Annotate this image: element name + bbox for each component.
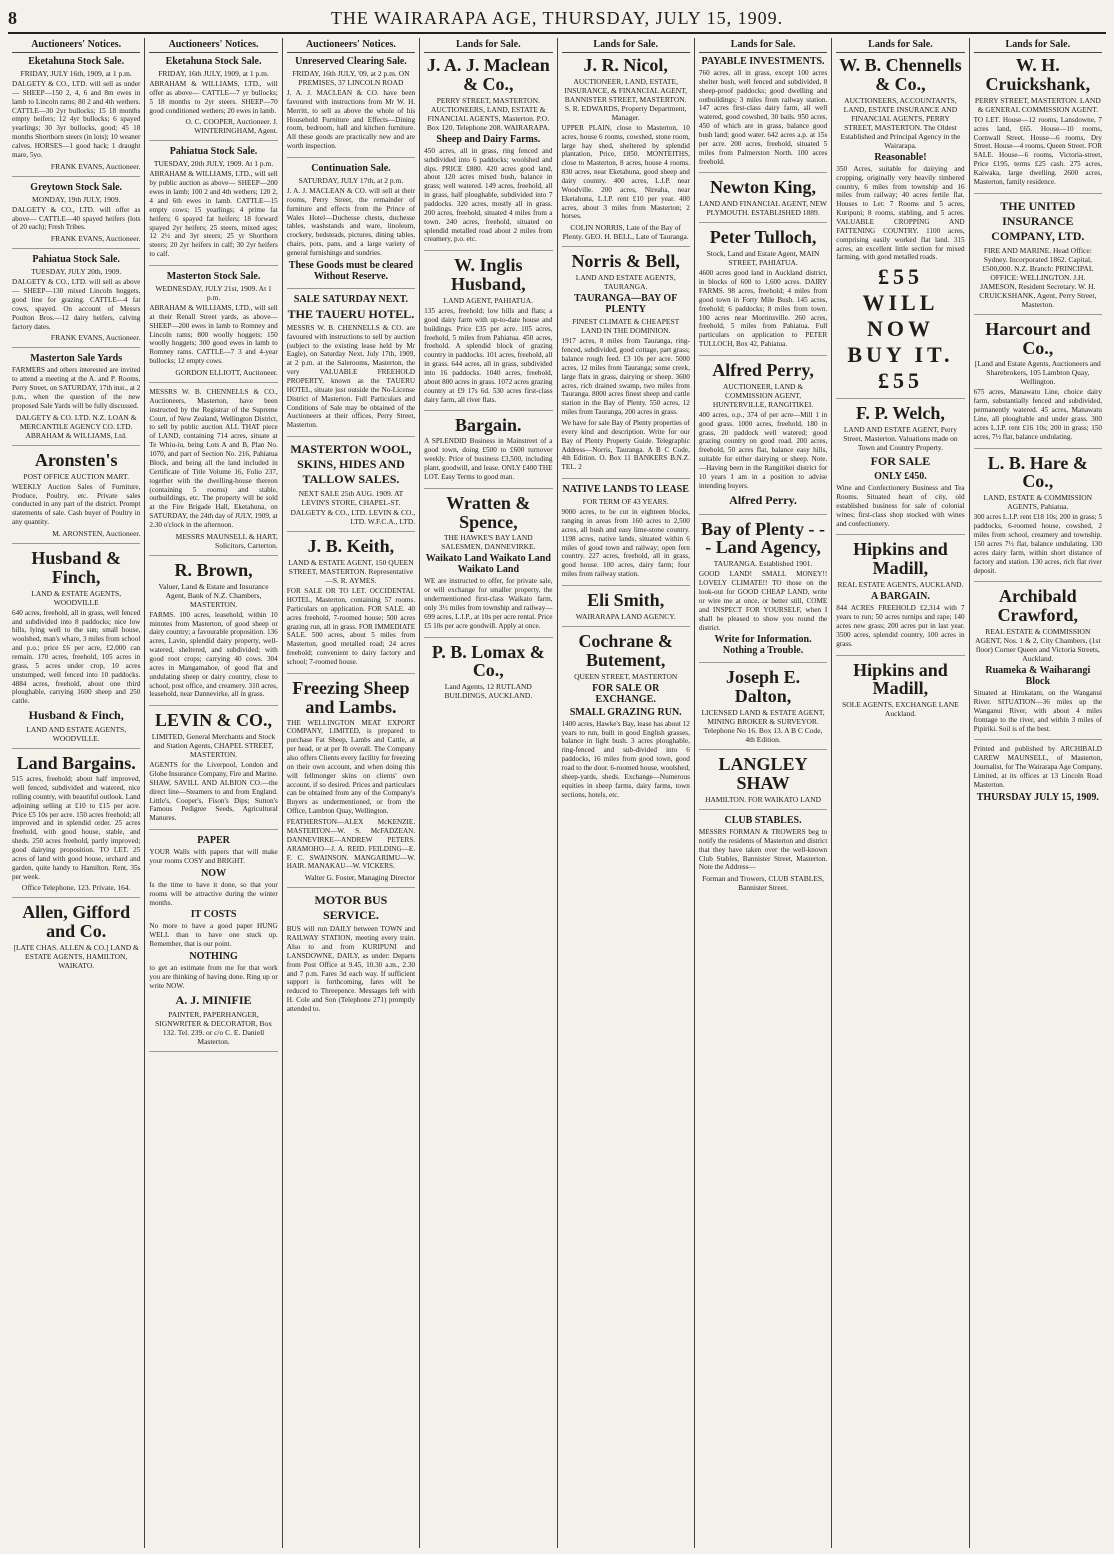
ad-subtitle: LAND & ESTATE AGENTS, WOODVILLE — [31, 588, 122, 607]
ad-date: FRIDAY, 16th JULY, '09, at 2 p.m. ON PREMISES, 37 LINCOLN ROAD — [292, 69, 410, 87]
imprint-text: Printed and published by ARCHIBALD CAREW MAUNSELL, of Masterton, Journalist, for The Wairarapa Age Company, Limited, at its offices at 13 Lincoln Road Masterton. — [973, 745, 1102, 789]
ad-heading: NOW — [201, 867, 227, 879]
ad-hare — [974, 454, 1102, 583]
ad-payable-investments — [699, 56, 827, 173]
imprint — [974, 745, 1102, 802]
ad-date: TUESDAY, 20th JULY, 1909. At 1 p.m. — [153, 159, 274, 169]
ad-pahiatua-sale — [12, 254, 140, 348]
ad-subtitle: PERRY STREET, MASTERTON. AUCTIONEERS, LAND, ESTATE & FINANCIAL AGENTS, Masterton. P.O. Box 120. Telephone 208. WAIRARAPA. — [426, 95, 550, 132]
ad-date: MONDAY, 19th JULY, 1909. — [32, 194, 121, 204]
ad-heading: SMALL GRAZING RUN. — [569, 706, 682, 718]
column-header: Auctioneers' Notices. — [149, 38, 277, 53]
ad-body: WE are instructed to offer, for private sale, or will exchange for smaller property, the undermentioned first-class Waikato farm, only 3½ miles from township and railway— 699 acres, L.I.P., at 10s per acre rental. Price £5 10s per acre goodwill. Apply at once. — [424, 577, 553, 630]
ad-supreme-court-sale — [149, 388, 277, 556]
ad-title: A. J. MINIFIE — [175, 992, 252, 1007]
ad-club-stables — [699, 815, 827, 892]
ad-norris-bell — [562, 252, 690, 479]
ad-heading: Continuation Sale. — [311, 163, 391, 175]
ad-date: TUESDAY, JULY 20th, 1909. — [31, 267, 122, 277]
ad-subtitle: Land Agents, 12 RUTLAND BUILDINGS, AUCKLAND. — [444, 682, 533, 701]
ad-body: 400 acres, o.p., 374 of per acre—Mill 1 in good grass. 1000 acres, freehold, 180 in grass, 20 paddock well watered; good grazing country on good road. 200 acres, freehold, 50 acres flat, balance easy hills, suitable for either dairying or sheep. Note.—Having been in the Rangitikei district for 10 years I am in a position to advise intending buyers. — [698, 410, 828, 490]
ad-signature: DALGETY & CO., LTD. LEVIN & CO., LTD. W.F.C.A., LTD. — [290, 508, 416, 527]
ad-contact: Office Telephone, 123. Private, 164. — [21, 883, 131, 893]
ad-native-lands — [562, 484, 690, 586]
ad-title: Wratten & Spence, — [446, 492, 531, 532]
ad-body: 350 Acres, suitable for dairying and cropping, originally very heavily timbered country, 6 miles from township and 16 miles from railway; 40 acres fertile flat. Houses to Let: 7 Rooms and 5 acres, Kuripuni; 8 rooms, stabling, and 5 acres. VALUABLE CROPPING AND FATTENING COUNTRY. 1100 acres, comprising easily worked flat land. 315 acres, an excellent little section for mixed farming, with good metalled roads. — [836, 164, 965, 262]
ad-body: to get an estimate from me for that work you are thinking of having done. Ring up or write NOW. — [149, 964, 278, 990]
ad-body: MESSRS W. B. CHENNELLS & CO. are favoured with instructions to sell by auction (subject to the existing lease held by Mr Eagle), on Saturday Next, July 17th, 1909, at 2 p.m. at the Salerooms, Masterton, the very VALUABLE FREEHOLD PROPERTY, known as the TAUERU HOTEL, situate just outside the No-License District of Masterton. Full Particulars and Conditions of Sale may be obtained of the Auctioneers at their offices, Perry Street, Masterton. — [286, 323, 416, 430]
ad-heading: Waikato Land Waikato Land Waikato Land — [425, 553, 551, 576]
ad-signature: FRANK EVANS, Auctioneer. — [50, 234, 141, 244]
ad-title: Newton King, — [710, 177, 817, 198]
ad-title: Alfred Perry. — [729, 492, 797, 507]
ad-subtitle: AUCTIONEER, LAND, ESTATE, INSURANCE, & FINANCIAL AGENT, BANNISTER STREET, MASTERTON. S. R. EDWARDS, Property Department, Manager. — [564, 76, 688, 122]
ad-title: THE UNITED INSURANCE COMPANY, LTD. — [991, 198, 1085, 243]
ad-subtitle: QUEEN STREET, MASTERTON — [574, 671, 678, 681]
ad-body: 9000 acres, to be cut in eighteen blocks, ranging in areas from 160 acres to 2,500 acres, all bush and easy lime-stone country. 1198 acres, native lands, situated within 6 miles of good town and railway; open fern country. 227 acres, freehold, all in grass, good house. 100 acres, dairy farm; four miles from railway station. — [561, 508, 690, 579]
ad-wratten-spence — [424, 494, 552, 638]
ad-heading: TAURANGA—BAY OF PLENTY — [574, 293, 678, 316]
ad-title: THE TAUERU HOTEL. — [287, 306, 415, 321]
ad-title: MOTOR BUS SERVICE. — [314, 893, 388, 923]
ad-title: J. R. Nicol, — [583, 55, 668, 75]
ad-masterton-sale — [149, 271, 277, 383]
ad-signature: FRANK EVANS, Auctioneer. — [50, 161, 141, 171]
ad-title: Freezing Sheep and Lambs. — [292, 677, 410, 717]
ad-body: A SPLENDID Business in Mainstreet of a good town, doing £500 to £600 turnover weekly. Price of business £3,500, including plant, goodwill, and lease. ONLY £400 THE LOT. Easy Terms to good man. — [424, 437, 553, 481]
ad-subtitle: LAND AND ESTATE AGENTS, WOODVILLE. — [26, 725, 127, 744]
ad-subtitle: WAIRARAPA LAND AGENCY. — [575, 611, 676, 621]
ad-tagline: FINEST CLIMATE & CHEAPEST LAND IN THE DOMINION. — [572, 317, 680, 336]
ad-body: DALGETY & CO., LTD. will offer as above— CATTLE—40 spayed heifers (lots of 20 each); Fresh Tribes. — [12, 205, 141, 232]
ad-body: Wine and Confectionery Business and Tea Rooms. Situated heart of city, old established business for sale of colonial wines; first-class shop stocked with wines and confectionery. — [836, 484, 965, 528]
ad-title: Allen, Gifford and Co. — [22, 902, 131, 942]
ad-body: ABRAHAM & WILLIAMS, LTD., will offer as above— CATTLE—7 yr bullocks; 5 18 months to 2yr steers. SHEEP—70 good conditioned wethers; 20 ewes in lamb. — [149, 80, 278, 115]
ad-bay-of-plenty — [699, 520, 827, 664]
ad-subtitle: PAINTER, PAPERHANGER, SIGNWRITER & DECORATOR, Box 132. Tel. 239. or c/o C. E. Daniell Masterton. — [155, 1009, 273, 1046]
ad-signature: M. ARONSTEN, Auctioneer. — [52, 528, 141, 538]
ad-signature: Walter G. Foster, Managing Director — [304, 873, 416, 883]
ad-title: L. B. Hare & Co., — [987, 452, 1088, 492]
ad-body: 300 acres L.I.P. rent £18 10s; 200 in grass; 5 paddocks, 6-roomed house, cowshed, 2 miles from school, creamery and township. 150 acres 7½ flat, balance undulating. 130 acres dairy farm, within short distance of factory and station. 130 acres, rich flat river deposit. — [973, 513, 1102, 575]
ad-title: W. Inglis Husband, — [451, 255, 526, 295]
ad-price: £55 WILL NOW BUY IT. £55 — [847, 264, 954, 394]
ad-levin — [149, 711, 277, 830]
ad-heading: Sheep and Dairy Farms. — [436, 133, 541, 145]
ad-title: Bargain. — [455, 415, 522, 436]
ad-title: Archibald Crawford, — [997, 586, 1079, 626]
ad-title: J. A. J. Maclean & Co., — [426, 55, 550, 94]
ad-subtitle: PERRY STREET, MASTERTON. LAND & GENERAL COMMISSION AGENT. — [974, 95, 1101, 114]
ad-body: J. A. J. MACLEAN & CO. will sell at their rooms, Perry Street, the remainder of furniture and effects from the Prince of Wales Hotel—Duchesse chests, duchesse tables, washstands and ware, linoleum, crockery, bedsteads, pictures, dining tables, chairs, pots, pans, and a large variety of general furnishings and sundries. — [286, 187, 416, 258]
ad-title: LEVIN & CO., — [155, 710, 273, 731]
ad-subtitle: TAURANGA. Established 1901. — [713, 559, 813, 569]
ad-subtitle: LAND AND FINANCIAL AGENT, NEW PLYMOUTH. ESTABLISHED 1889. — [699, 199, 827, 218]
ad-subtitle: LIMITED, General Merchants and Stock and Station Agents, CHAPEL STREET, MASTERTON. — [151, 732, 276, 760]
ad-title: Hipkins and Madill, — [853, 659, 948, 699]
ad-cochrane-butement — [562, 632, 690, 800]
ad-alfred-perry — [699, 361, 827, 515]
ad-body: NEXT SALE 25th AUG. 1909. AT LEVIN'S STORE, CHAPEL-ST. — [298, 489, 404, 508]
ad-body: GOOD LAND! SMALL MONEY!! LOVELY CLIMATE!! TO those on the look-out for GOOD CHEAP LAND, write or wire me at once, or better still, COME and INSPECT FOR YOURSELF, when I shall be pleased to show you round the district. — [698, 570, 828, 632]
ad-subtitle: FOR TERM OF 43 YEARS. — [582, 497, 669, 507]
ad-note: These Goods must be cleared Without Reserve. — [288, 259, 414, 282]
column-6 — [695, 38, 832, 1548]
ad-subtitle: POST OFFICE AUCTION MART. — [23, 471, 129, 481]
ad-heading: SALE SATURDAY NEXT. — [293, 293, 409, 305]
ad-r-brown — [149, 561, 277, 706]
ad-body: 1400 acres, Hawke's Bay, lease has about 12 years to run, built in good English grasses, balance in light bush. 3 acres ploughable, ring-fenced and sub-divided into 6 paddocks, 16 miles from good town, good road to the door. 6-roomed house, woolshed, sheep-yards, sheds. Exchange—Numerous equities in sheep farms, dairy farms, town sections, hotels, etc. — [561, 719, 690, 799]
ad-body: UPPER PLAIN, close to Masterton, 10 acres, house 6 rooms, cowshed, stone room, large hay shed, sheltered by splendid plantation, Price, £850. MONTEITHS, close to Masterton, 8 acres, house 4 rooms. 830 acres, near Eketahuna, good sheep and dairy country. 400 acres, L.I.P. near Woodville. 200 acres, Nireaha, near Eketahuna, L.I.P. rent £10 per year. 400 acres, about 3 miles from Masterton; 2 horses. — [561, 123, 690, 221]
ad-signature: GORDON ELLIOTT, Auctioneer. — [175, 368, 278, 378]
ad-heading: CLUB STABLES. — [724, 814, 802, 826]
ad-title: Peter Tulloch, — [709, 227, 817, 248]
ad-heading: Greytown Stock Sale. — [30, 181, 123, 193]
ad-heading: Eketahuna Stock Sale. — [28, 56, 125, 67]
ad-heading: Eketahuna Stock Sale. — [165, 56, 262, 67]
ad-subtitle: LAND AND ESTATE AGENT, Perry Street, Masterton. Valuations made on Town and Country Property. — [843, 425, 958, 453]
column-header: Auctioneers' Notices. — [12, 38, 140, 53]
ad-body: J. A. J. MACLEAN & CO. have been favoured with instructions from Mr W. H. Merritt, to sell as above the whole of his Household Furniture and Effects—Dining room, bedroom, hall and kitchen furniture. All these goods are practically new and are worth inspection. — [286, 89, 416, 151]
ad-tauheru-hotel — [287, 294, 415, 437]
ad-sale-yards — [12, 353, 140, 445]
ad-heading: Reasonable! — [874, 151, 927, 163]
column-7 — [832, 38, 969, 1548]
column-3 — [283, 38, 420, 1548]
ad-title: MASTERTON WOOL, SKINS, HIDES AND TALLOW SALES. — [290, 442, 412, 487]
ad-bargain — [424, 416, 552, 488]
ad-note: We have for sale Bay of Plenty properties of every kind and description. Write for our Bay of Plenty Property Guide. Telegraphic Address—Norris, Tauranga. A B C Code, 4th Edition. O. Box 11 BANKERS B.N.Z. TEL. 2 — [561, 418, 690, 472]
ad-title: Eli Smith, — [587, 590, 665, 610]
ad-signature: Forman and Trowers, CLUB STABLES, Bannister Street. — [702, 874, 825, 893]
ad-body: No more to have a good paper HUNG WELL than to have one stuck up. Remember, that is our point. — [149, 922, 278, 949]
ad-freezing — [287, 679, 415, 888]
ad-title: Joseph E. Dalton, — [726, 667, 801, 707]
ad-subtitle: AUCTIONEERS, ACCOUNTANTS, LAND, ESTATE INSURANCE AND FINANCIAL AGENTS, PERRY STREET, MASTERTON. The Oldest Established and Principal Agency in the Wairarapa. — [840, 95, 961, 150]
ad-body: THE WELLINGTON MEAT EXPORT COMPANY, LIMITED, is prepared to purchase Fat Sheep, Lambs and Cattle, at per head, or at per lb overall. The Company also offers Clients every facility for freezing on their own account, and when doing this will fellmonger skins on clients' own account, if so desired. Prices and particulars can be obtained from any of the Company's Buyers as undermentioned, or from the Office, Lambton Quay, Wellington. — [286, 718, 416, 816]
ad-subtitle: LAND, ESTATE & COMMISSION AGENTS, Pahiatua. — [983, 493, 1093, 512]
ad-body: 450 acres, all in grass, ring fenced and subdivided into 6 paddocks; woolshed and dips. PRICE £880. 420 acres good land, about 120 acres mixed bush, balance in grass; well watered. 149 acres, freehold, all in grass, half ploughable, subdivided into 7 paddocks. 320 acres, mostly all in grass. 200 acres, freehold, situated 4 miles from a town. 240 acres, freehold, situated on splendid metalled road about 2 miles from creamery, p.o. etc. — [424, 146, 553, 244]
ad-husband-finch — [12, 549, 140, 749]
ad-title: Norris & Bell, — [571, 251, 680, 272]
ad-title: Aronsten's — [34, 449, 118, 470]
ad-heading: Masterton Stock Sale. — [166, 271, 261, 283]
column-header: Lands for Sale. — [562, 38, 690, 53]
ad-body: ABRAHAM & WILLIAMS, LTD., will sell by public auction as above— SHEEP—200 ewes in lamb; 100 2 and 4th wethers; 120 2, 4 and 6th ewes in lamb. CATTLE—15 empty cows; 15 yearlings; 4 prime fat heifers; 6 spayed fat heifers; 18 forward spayed 2yr heifers; 25 steers, mixed ages; 12 2½ and 3yr steers; 25 yr Shorthorn steers; 20 2yr heifers in calf; 30 2yr heifers to calf. — [149, 170, 278, 259]
ad-title: Bay of Plenty - - - Land Agency, — [701, 518, 826, 558]
ad-title: Hipkins and Madill, — [853, 539, 948, 579]
ad-title: W. H. Cruickshank, — [985, 55, 1091, 94]
ad-body: AGENTS for the Liverpool, London and Globe Insurance Company, Fire and Marine. SHAW, SAVILL AND ALBION CO.—the direct line—Steamers to and from England. Little's, Cooper's, Fison's Dips; Sutton's Famous Pedigree Seeds, Agricultural Manures. — [149, 761, 278, 823]
ad-aronsten — [12, 451, 140, 544]
ad-subtitle: [LATE CHAS. ALLEN & CO.] LAND & ESTATE AGENTS, HAMILTON, WAIKATO. — [13, 943, 139, 971]
ad-body: FARMERS and others interested are invited to attend a meeting at the A. and P. Rooms, Perry Street, on SATURDAY, 17th inst., at 2 p.m., when the question of the new proposed Sale Yards will be fully discussed. — [12, 366, 141, 410]
column-header: Lands for Sale. — [836, 38, 964, 53]
ad-body: 760 acres, all in grass, except 100 acres shelter bush, well fenced and subdivided, 8 sheep-proof paddocks; good dwelling and outbuildings; 3 miles from railway station. 147 acres first-class dairy farm, all well watered, good cowshed, 30 bails. 950 acres, 450 of which are in grass, balance good bush land; good water. 642 acres a.p. at 15s per acre. 200 acres, freehold, situated 5 miles from Palmerston North. 100 acres freehold. — [698, 69, 828, 166]
ad-body: DALGETY & CO., LTD. will sell as above— SHEEP—130 mixed Lincoln hoggets, good line for grazing. CATTLE—4 fat cows, spayed. On account of Messrs Poulton Bros.—12 dairy heifers, calving factory dates. — [12, 278, 141, 331]
ad-date: WEDNESDAY, JULY 21st, 1909. At 1 p.m. — [155, 284, 272, 303]
ad-inglis-husband — [424, 256, 552, 411]
ad-minifie — [149, 835, 277, 1051]
ad-body: MESSRS FORMAN & TROWERS beg to notify the residents of Masterton and district that they have taken over the well-known Club Stables, Bannister Street, Masterton. Note the Address— — [698, 827, 828, 872]
columns — [8, 38, 1106, 1548]
column-header: Lands for Sale. — [699, 38, 827, 53]
ad-body: 515 acres, freehold; about half improved, well fenced, subdivided and watered, nice rolling country, with beautiful outlook. Land adjoining selling at £10 to £15 per acre. Price £5 10s per acre. 150 acres freehold; all improved and in splendid order. 25 acres freehold, with good house, stable, and sheds. 250 acres freehold, partly improved; good dairying proposition. TO LET. 25 acres of land with good house, orchard and garden, quite handy to Hamilton. Rent, 35s per week. — [12, 775, 141, 881]
ad-langley-shaw — [699, 755, 827, 810]
ad-heading: NATIVE LANDS TO LEASE — [562, 484, 689, 496]
page-number: 8 — [8, 8, 17, 28]
ad-title: Husband & Finch, — [28, 708, 124, 723]
ad-body: 4600 acres good land in Auckland district, in blocks of 600 to 1,600 acres. DAIRY FARMS. 98 acres, freehold; 4 miles from good town in Forty Mile Bush. 145 acres, freehold; 6 paddocks; 8 miles from town. 100 acres near Morrinsville. 260 acres, freehold, 5 miles from Pahiatua. Full particulars on application to PETER TULLOCH, Box 42, Pahiatua. — [698, 269, 828, 349]
ad-title: Husband & Finch, — [31, 547, 121, 587]
ad-heading: PAYABLE INVESTMENTS. — [701, 56, 825, 67]
ad-body: Situated at Hirukatam, on the Wanganui River. SITUATION—36 miles up the Wanganui River, with about 4 miles frontage to the river, and within 3 miles of Pipiriki. Soil is of the best. — [973, 689, 1102, 733]
ad-newton-king — [699, 178, 827, 223]
ad-continuation-sale — [287, 163, 415, 289]
ad-nicol — [562, 56, 690, 247]
ad-subtitle: LAND AND ESTATE AGENTS, TAURANGA. — [575, 273, 676, 292]
ad-body: DALGETY & CO., LTD. will sell as under— SHEEP—150 2, 4, 6 and 8m ewes in lamb to Lincoln rams; 80 2 and 4th wethers. CATTLE—30 2yr bullocks; 15 18 months empty heifers; 12 4yr bullocks; 6 spayed yearlings; 30 3yr bullocks, good; 45 18 months Shorthorn steers (in lots); 10 weaner calves. HORSES—1 good hack; 1 draught mare, 5yo. — [12, 80, 141, 159]
ad-heading: FOR SALE OR EXCHANGE. — [592, 682, 660, 705]
newspaper-title: THE WAIRARAPA AGE, THURSDAY, JULY 15, 1909. — [330, 8, 784, 28]
ad-title: Cochrane & Butement, — [578, 630, 673, 670]
column-header: Lands for Sale. — [974, 38, 1102, 53]
ad-crawford — [974, 587, 1102, 740]
ad-title: Land Bargains. — [16, 753, 136, 774]
column-2 — [145, 38, 282, 1548]
ad-body: 135 acres, freehold; low hills and flats; a good dairy farm with up-to-date house and buildings. Price £35 per acre. 105 acres, freehold, 5 miles from Pahiatua. 450 acres, freehold. A splendid block of grazing country in paddocks. 101 acres, freehold, all in grass. 644 acres, all in grass, subdivided into 16 paddocks. 1040 acres, freehold, about 800 acres in grass. 1072 acres grazing country at £9 17s 6d. 530 acres first-class dairy farm, all river flats. — [424, 307, 553, 404]
ad-harcourt — [974, 320, 1102, 449]
column-1 — [8, 38, 145, 1548]
ad-body: 675 acres, Manawatu Line, choice dairy farm, substantially fenced and subdivided, permanently watered. 45 acres, Manawatu Line, all ploughable and under grass. 300 acres L.I.P. rent £16 10s; 200 in grass; 150 acres, 7½ flat, balance undulating. — [973, 388, 1102, 441]
ad-eketahuna-sale — [149, 56, 277, 141]
ad-body: FOR SALE OR TO LET. OCCIDENTAL HOTEL, Masterton, containing 57 rooms. Particulars on application. FOR SALE. 40 acres freehold, 7-roomed house; 500 acres grazing run, all in grass. FOR IMMEDIATE SALE. 500 acres, about 5 miles from Masterton, good metalled road; 24 acres freehold; convenient to dairy factory and school; 7-roomed house. — [286, 587, 416, 666]
ad-title: J. B. Keith, — [307, 536, 395, 557]
ad-heading: Ruameka & Waiharangi Block — [985, 665, 1091, 688]
ad-lomax — [424, 643, 552, 701]
ad-title: W. B. Chennells & Co., — [839, 55, 962, 94]
ad-price: ONLY £450. — [874, 471, 927, 483]
ad-buyers-list: FEATHERSTON—ALEX McKENZIE. MASTERTON—W. S. McFADZEAN. DANNEVIRKE—ANDREW PETERS. ARAMOHO—J. A. REID. FEILDING—E. F. C. SWAINSON. MANGARIMU—W. HAIR. MANAKAU—W. VICKERS. — [286, 818, 416, 871]
ad-body: MESSRS W. B. CHENNELLS & CO., Auctioneers, Masterton, have been instructed by the Registrar of the Supreme Court, of New Zealand, Wellington District, to sell by public auction ALL THAT piece of LAND, containing 714 acres, situate at Te Whiu-iu, being Lots A and B, Plan No. 1070, and part of Section No. 216, Pahiatua Block, and being all the land included in Certificate of Title Volume 16, Folio 237, together with the dwelling-house thereon (containing 5 rooms) and stable, outbuildings, etc. The property will be sold at the Fire Brigade Hall, Eketahuna, on SATURDAY, the 24th day of JULY, 1909, at 2.30 o'clock in the afternoon. — [149, 388, 278, 529]
ad-body: 844 ACRES FREEHOLD £2,314 with 7 years to run; 50 acres turnips and rape; 140 acres new grass; 200 acres put in last year. 3500 acres, splendid country, 100 acres in grass. — [836, 604, 965, 648]
ad-united-insurance — [974, 199, 1102, 315]
ad-cruickshank — [974, 56, 1102, 194]
ad-title: R. Brown, — [174, 559, 253, 580]
ad-subtitle: Valuer, Land & Estate and Insurance Agent, Bank of N.Z. Chambers, MASTERTON. — [158, 581, 269, 609]
ad-subtitle: HAMILTON. FOR WAIKATO LAND — [705, 794, 822, 804]
ad-title: Harcourt and Co., — [985, 318, 1091, 358]
ad-signature: COLIN NORRIS, Late of the Bay of Plenty. GEO. H. BELL, Late of Tauranga. — [562, 223, 689, 242]
ad-chennells — [836, 56, 964, 399]
ad-body: 1917 acres, 8 miles from Tauranga, ring-fenced, subdivided, good cottage, part grass; balance rough feed. £3 10s per acre. 5000 acres, 12 miles from Tauranga; some creek, large flats in grass, dairying or sheep. 3600 acres, rich drained swamp, two miles from Tauranga. 8000 acres finest sheep and cattle station in the Bay of Plenty. 550 acres, 12 miles from Tauranga, 200 acres in grass. — [561, 337, 690, 417]
column-4 — [420, 38, 557, 1548]
ad-body: Is the time to have it done, so that your rooms will be attractive during the winter months. — [149, 880, 278, 907]
ad-subtitle: REAL ESTATE AGENTS, AUCKLAND. — [837, 580, 964, 590]
ad-signature: DALGETY & CO. LTD. N.Z. LOAN & MERCANTILE AGENCY CO. LTD. ABRAHAM & WILLIAMS, Ltd. — [15, 412, 137, 440]
masthead — [8, 6, 1106, 34]
ad-date: SATURDAY, JULY 17th, at 2 p.m. — [298, 176, 404, 186]
column-header: Lands for Sale. — [424, 38, 552, 53]
ad-body: BUS will run DAILY between TOWN and RAILWAY STATION, meeting every train. Also to and from KURIPUNI and LANSDOWNE, DAILY, as under: Departs from Post Office at 9.45, 10.30 a.m., 2.30 and 7 p.m. Fares 3d each way. If sufficient support is forthcoming, fares will be reduced to Threepence. Messages left with H. Cole and Son (Telephone 271) promptly attended to. — [286, 925, 416, 1013]
ad-date: FRIDAY, 16th JULY, 1909, at 1 p.m. — [158, 69, 269, 78]
ad-subtitle: LAND & ESTATE AGENT, 150 QUEEN STREET, MASTERTON. Representative—S. R. AYMES. — [288, 558, 414, 586]
ad-body: WEEKLY Auction Sales of Furniture, Produce, Poultry, etc. Private sales conducted in any part of the district. Prompt statements of sale. Cash buyer of Poultry in any quantity. — [12, 482, 141, 527]
ad-allen-gifford — [12, 903, 140, 970]
ad-wool-sales — [287, 442, 415, 532]
ad-heading: PAPER — [197, 835, 230, 847]
ad-heading: A BARGAIN. — [870, 591, 930, 603]
ad-heading: Pahiatua Stock Sale. — [169, 146, 258, 158]
ad-subtitle: [Land and Estate Agents, Auctioneers and Sharebrokers, 105 Lambton Quay, Wellington. — [974, 359, 1101, 387]
ad-maclean — [424, 56, 552, 251]
ad-dalton — [699, 668, 827, 750]
ad-subtitle: LAND AGENT, PAHIATUA. — [443, 296, 534, 306]
ad-subtitle: FIRE AND MARINE. Head Office: Sydney. Incorporated 1862. Capital, £500,000. N.Z. Branch: PRINCIPAL OFFICE: WELLINGTON. J.H. JAMESON, Resident Secretary. W. H. CRUICKSHANK, Agent, Perry Street, Masterton. — [979, 245, 1097, 309]
ad-keith — [287, 537, 415, 674]
ad-heading: NOTHING — [189, 951, 238, 963]
ad-date: FRIDAY, JULY 16th, 1909, at 1 p.m. — [20, 69, 132, 78]
ad-heading: Pahiatua Stock Sale. — [32, 254, 120, 266]
ad-pahiatua-sale — [149, 146, 277, 266]
column-8 — [970, 38, 1106, 1548]
ad-greytown-sale — [12, 182, 140, 250]
ad-motor-bus — [287, 893, 415, 1014]
ad-body: ABRAHAM & WILLIAMS, LTD., will sell at their Renall Street yards, as above— SHEEP—200 ewes in lamb to Romney and Lincoln rams; 800 woolly hoggets; 150 woolly hoggets; 300 good ewes in lamb to Romney rams. CATTLE—7 3 and 4-year bullocks; 12 empty cows. — [149, 304, 278, 366]
ad-heading: IT COSTS — [190, 909, 237, 921]
ad-hipkins-madill — [836, 540, 964, 655]
ad-eketahuna-sale — [12, 56, 140, 177]
ad-signature: O. C. COOPER, Auctioneer. J. WINTERINGHAM, Agent. — [185, 117, 278, 136]
ad-tagline: Write for Information. Nothing a Trouble. — [714, 634, 812, 657]
ad-heading: FOR SALE — [870, 454, 931, 469]
ad-eli-smith — [562, 591, 690, 627]
ad-subtitle: Stock, Land and Estate Agent, MAIN STREET, PAHIATUA. — [706, 249, 820, 268]
ad-clearing-sale — [287, 56, 415, 158]
ad-subtitle: REAL ESTATE & COMMISSION AGENT, Nos. 1 & 2, City Chambers, (1st floor) Corner Queen and Victoria Streets, Auckland. — [975, 627, 1101, 664]
ad-signature: MESSRS MAUNSELL & HART, Solicitors, Carterton. — [175, 531, 278, 550]
ad-heading: Masterton Sale Yards — [30, 353, 123, 365]
ad-subtitle: LICENSED LAND & ESTATE AGENT, MINING BROKER & SURVEYOR. Telephone No 16. Box 13. A B C Code, 4th Edition. — [701, 708, 825, 745]
ad-welch — [836, 404, 964, 535]
ad-body: YOUR Walls with papers that will make your rooms COSY and BRIGHT. — [149, 848, 278, 866]
ad-title: LANGLEY SHAW — [718, 754, 808, 794]
column-header: Auctioneers' Notices. — [287, 38, 415, 53]
ad-signature: FRANK EVANS, Auctioneer. — [50, 333, 141, 343]
ad-body: 640 acres, freehold, all in grass, well fenced and subdivided into 8 paddocks; nice low hills, lying well to the sun; small house, woolshed, man's whare, 3 miles from school and p.o.; price £6 per acre, £2,000 can remain. 170 acres, freehold, 105 acres in grass, 5 acres under crop, 10 acres unstumped, well fenced into 10 paddocks. 4884 acres, freehold, about one third ploughable, carrying 1600 sheep and 250 cattle. — [12, 608, 141, 706]
ad-subtitle: THE HAWKE'S BAY LAND SALESMEN, DANNEVIRKE. — [441, 533, 536, 552]
ad-title: Alfred Perry, — [712, 359, 814, 380]
ad-body: TO LET. House—12 rooms, Lansdowne, 7 acres land, £65. House—10 rooms, Cornwall Street. House—6 rooms, Dry Street. House—4 rooms, Queen Street. FOR SALE. House—6 rooms, Victoria-street, Price £195, terms £25 cash. 275 acres, Kaiwaka, large dwelling. 2600 acres, Masterton, family residence. — [973, 115, 1102, 186]
ad-subtitle: AUCTIONEER, LAND & COMMISSION AGENT, HUNTERVILLE, RANGITIKEI. — [712, 381, 814, 409]
column-5 — [558, 38, 695, 1548]
ad-body: FARMS. 100 acres, leasehold, within 10 minutes from Masterton, of good sheep or dairy country; a favourable proposition. 136 acres, Lavin, splendid dairy property, well-watered, sheltered, and subdivided; with good root crops; carrying 40 cows. 304 acres in Mangamahoe, of good flat and undulating sheep or dairy country, close to school, post office, and creamery. 310 acres, leasehold, near Dannevirke, all in grass. — [149, 610, 278, 699]
ad-hipkins-madill-footer — [836, 661, 964, 719]
ad-title: P. B. Lomax & Co., — [431, 641, 545, 681]
ad-heading: Unreserved Clearing Sale. — [295, 56, 407, 67]
ad-subtitle: SOLE AGENTS, EXCHANGE LANE Auckland. — [842, 700, 959, 719]
ad-tulloch — [699, 228, 827, 356]
ad-title: F. P. Welch, — [856, 403, 945, 424]
ad-land-bargains — [12, 754, 140, 898]
imprint-date: THURSDAY JULY 15, 1909. — [976, 791, 1099, 803]
